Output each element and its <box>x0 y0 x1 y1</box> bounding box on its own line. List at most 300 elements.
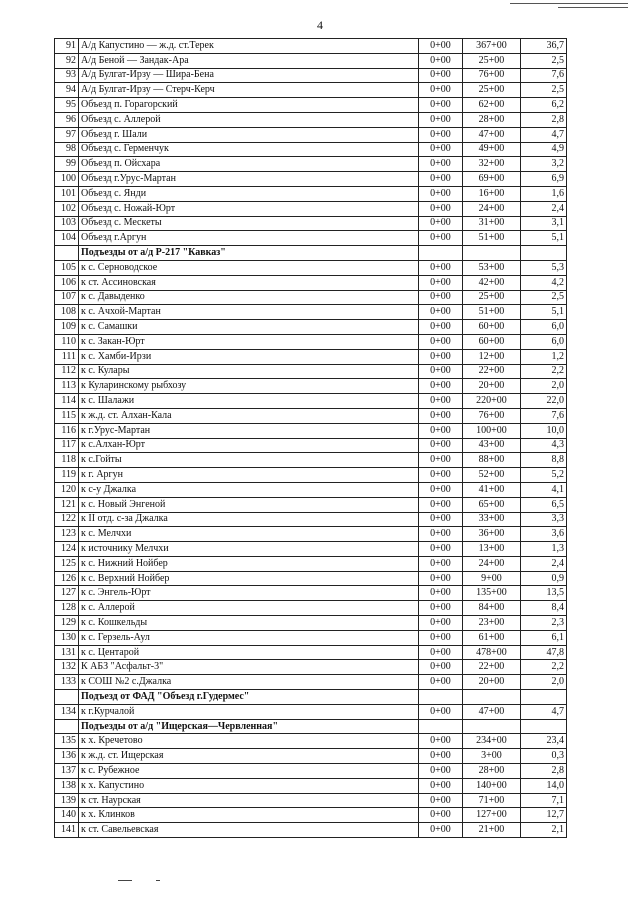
road-name: к источнику Мелчхи <box>79 542 419 557</box>
table-row <box>55 438 567 453</box>
table-row <box>55 275 567 290</box>
start-km: 0+00 <box>419 157 463 172</box>
road-name: Объезд с. Мескеты <box>79 216 419 231</box>
road-name: к ж.д. ст. Алхан-Кала <box>79 408 419 423</box>
section-header-row <box>55 719 567 734</box>
table-row <box>55 630 567 645</box>
start-km: 0+00 <box>419 349 463 364</box>
start-km: 0+00 <box>419 98 463 113</box>
road-length <box>521 246 567 261</box>
road-name: А/д Капустино — ж.д. ст.Терек <box>79 39 419 54</box>
row-number: 109 <box>55 320 79 335</box>
end-km: 20+00 <box>463 379 521 394</box>
row-number: 133 <box>55 675 79 690</box>
road-length: 2,2 <box>521 364 567 379</box>
road-name: к с. Герзель-Аул <box>79 630 419 645</box>
row-number: 134 <box>55 704 79 719</box>
start-km: 0+00 <box>419 542 463 557</box>
road-length: 4,9 <box>521 142 567 157</box>
end-km: 100+00 <box>463 423 521 438</box>
road-length: 4,3 <box>521 438 567 453</box>
start-km: 0+00 <box>419 808 463 823</box>
end-km: 478+00 <box>463 645 521 660</box>
start-km: 0+00 <box>419 394 463 409</box>
table-row <box>55 823 567 838</box>
start-km: 0+00 <box>419 112 463 127</box>
road-name: к с.Гойты <box>79 453 419 468</box>
end-km: 52+00 <box>463 468 521 483</box>
table-row <box>55 379 567 394</box>
end-km: 53+00 <box>463 260 521 275</box>
row-number: 111 <box>55 349 79 364</box>
road-name: Объезд п. Ойсхара <box>79 157 419 172</box>
start-km: 0+00 <box>419 231 463 246</box>
footer-mark <box>118 880 132 881</box>
end-km: 43+00 <box>463 438 521 453</box>
road-name: А/д Булгат-Ирзу — Шира-Бена <box>79 68 419 83</box>
table-row <box>55 290 567 305</box>
header-rule-marks <box>510 3 628 11</box>
table-row <box>55 186 567 201</box>
section-header-row <box>55 246 567 261</box>
row-number: 129 <box>55 616 79 631</box>
end-km: 69+00 <box>463 172 521 187</box>
start-km: 0+00 <box>419 453 463 468</box>
table-row <box>55 764 567 779</box>
row-number: 131 <box>55 645 79 660</box>
row-number: 138 <box>55 778 79 793</box>
row-number: 91 <box>55 39 79 54</box>
end-km: 9+00 <box>463 571 521 586</box>
start-km: 0+00 <box>419 675 463 690</box>
road-name: к с-у Джалка <box>79 482 419 497</box>
end-km <box>463 719 521 734</box>
road-length: 3,2 <box>521 157 567 172</box>
road-name: к с. Новый Энгеной <box>79 497 419 512</box>
row-number: 116 <box>55 423 79 438</box>
row-number: 108 <box>55 305 79 320</box>
table-row <box>55 334 567 349</box>
start-km: 0+00 <box>419 778 463 793</box>
end-km: 47+00 <box>463 127 521 142</box>
row-number: 96 <box>55 112 79 127</box>
end-km: 28+00 <box>463 112 521 127</box>
start-km: 0+00 <box>419 734 463 749</box>
end-km: 3+00 <box>463 749 521 764</box>
road-length: 2,5 <box>521 290 567 305</box>
road-name: А/д Булгат-Ирзу — Стерч-Керч <box>79 83 419 98</box>
start-km: 0+00 <box>419 186 463 201</box>
road-name: к г.Урус-Мартан <box>79 423 419 438</box>
road-length: 23,4 <box>521 734 567 749</box>
road-name: к с. Энгель-Юрт <box>79 586 419 601</box>
road-length: 2,5 <box>521 83 567 98</box>
end-km: 84+00 <box>463 601 521 616</box>
end-km: 65+00 <box>463 497 521 512</box>
end-km: 60+00 <box>463 320 521 335</box>
table-row <box>55 704 567 719</box>
start-km: 0+00 <box>419 823 463 838</box>
end-km: 24+00 <box>463 201 521 216</box>
road-name: К АБЗ "Асфальт-3" <box>79 660 419 675</box>
road-length: 6,5 <box>521 497 567 512</box>
start-km: 0+00 <box>419 290 463 305</box>
row-number: 132 <box>55 660 79 675</box>
start-km: 0+00 <box>419 39 463 54</box>
road-name: к Куларинскому рыбхозу <box>79 379 419 394</box>
section-header-row <box>55 690 567 705</box>
table-row <box>55 305 567 320</box>
end-km: 41+00 <box>463 482 521 497</box>
road-length: 7,1 <box>521 793 567 808</box>
table-row <box>55 453 567 468</box>
row-number: 141 <box>55 823 79 838</box>
row-number: 123 <box>55 527 79 542</box>
start-km: 0+00 <box>419 764 463 779</box>
row-number: 139 <box>55 793 79 808</box>
table-row <box>55 201 567 216</box>
end-km: 25+00 <box>463 53 521 68</box>
table-row <box>55 601 567 616</box>
road-length: 1,3 <box>521 542 567 557</box>
row-number: 114 <box>55 394 79 409</box>
row-number: 130 <box>55 630 79 645</box>
row-number: 100 <box>55 172 79 187</box>
table-row <box>55 556 567 571</box>
road-length: 8,4 <box>521 601 567 616</box>
row-number: 106 <box>55 275 79 290</box>
start-km: 0+00 <box>419 616 463 631</box>
road-length: 6,9 <box>521 172 567 187</box>
table-row <box>55 98 567 113</box>
row-number: 120 <box>55 482 79 497</box>
end-km: 49+00 <box>463 142 521 157</box>
start-km: 0+00 <box>419 482 463 497</box>
table-row <box>55 320 567 335</box>
row-number: 95 <box>55 98 79 113</box>
footer-mark <box>156 880 160 881</box>
start-km: 0+00 <box>419 260 463 275</box>
start-km: 0+00 <box>419 364 463 379</box>
road-name: Объезд с. Ножай-Юрт <box>79 201 419 216</box>
start-km: 0+00 <box>419 68 463 83</box>
road-length: 8,8 <box>521 453 567 468</box>
table-row <box>55 112 567 127</box>
end-km: 25+00 <box>463 83 521 98</box>
end-km: 24+00 <box>463 556 521 571</box>
table-row <box>55 482 567 497</box>
road-name: к с. Кошкельды <box>79 616 419 631</box>
row-number: 119 <box>55 468 79 483</box>
row-number: 117 <box>55 438 79 453</box>
row-number: 118 <box>55 453 79 468</box>
road-name: Подъезды от а/д "Ищерская—Червленная" <box>79 719 419 734</box>
road-length: 6,1 <box>521 630 567 645</box>
end-km: 135+00 <box>463 586 521 601</box>
row-number <box>55 246 79 261</box>
road-name: к ст. Ассиновская <box>79 275 419 290</box>
end-km: 127+00 <box>463 808 521 823</box>
row-number: 94 <box>55 83 79 98</box>
row-number: 137 <box>55 764 79 779</box>
table-row <box>55 616 567 631</box>
row-number <box>55 719 79 734</box>
row-number: 122 <box>55 512 79 527</box>
row-number: 107 <box>55 290 79 305</box>
row-number: 135 <box>55 734 79 749</box>
table-row <box>55 349 567 364</box>
road-name: к х. Капустино <box>79 778 419 793</box>
start-km: 0+00 <box>419 53 463 68</box>
row-number: 98 <box>55 142 79 157</box>
road-name: к СОШ №2 с.Джалка <box>79 675 419 690</box>
road-name: Объезд г.Урус-Мартан <box>79 172 419 187</box>
road-length: 2,4 <box>521 201 567 216</box>
table-row <box>55 364 567 379</box>
table-row <box>55 53 567 68</box>
row-number: 93 <box>55 68 79 83</box>
road-length: 0,3 <box>521 749 567 764</box>
road-length: 4,7 <box>521 704 567 719</box>
table-row <box>55 408 567 423</box>
road-length: 2,2 <box>521 660 567 675</box>
end-km: 51+00 <box>463 305 521 320</box>
start-km: 0+00 <box>419 586 463 601</box>
end-km: 13+00 <box>463 542 521 557</box>
road-name: к с. Самашки <box>79 320 419 335</box>
page-number: 4 <box>317 18 323 32</box>
road-name: Объезд г.Аргун <box>79 231 419 246</box>
road-name: к г.Курчалой <box>79 704 419 719</box>
start-km: 0+00 <box>419 793 463 808</box>
road-name: к ж.д. ст. Ищерская <box>79 749 419 764</box>
road-name: к с. Кулары <box>79 364 419 379</box>
start-km: 0+00 <box>419 527 463 542</box>
table-row <box>55 808 567 823</box>
end-km: 32+00 <box>463 157 521 172</box>
row-number: 103 <box>55 216 79 231</box>
start-km: 0+00 <box>419 275 463 290</box>
start-km: 0+00 <box>419 201 463 216</box>
road-length: 4,2 <box>521 275 567 290</box>
road-name: к с. Серноводское <box>79 260 419 275</box>
end-km: 51+00 <box>463 231 521 246</box>
road-length: 13,5 <box>521 586 567 601</box>
end-km: 61+00 <box>463 630 521 645</box>
road-name: к с. Давыденко <box>79 290 419 305</box>
road-name: к с.Алхан-Юрт <box>79 438 419 453</box>
road-length: 5,2 <box>521 468 567 483</box>
start-km <box>419 690 463 705</box>
road-length <box>521 690 567 705</box>
end-km: 36+00 <box>463 527 521 542</box>
road-length: 14,0 <box>521 778 567 793</box>
table-row <box>55 675 567 690</box>
end-km: 12+00 <box>463 349 521 364</box>
road-name: к с. Центарой <box>79 645 419 660</box>
start-km: 0+00 <box>419 305 463 320</box>
road-name: к х. Клинков <box>79 808 419 823</box>
end-km <box>463 246 521 261</box>
road-name: к с. Верхний Нойбер <box>79 571 419 586</box>
row-number <box>55 690 79 705</box>
start-km: 0+00 <box>419 660 463 675</box>
table-row <box>55 39 567 54</box>
end-km: 71+00 <box>463 793 521 808</box>
road-length: 6,2 <box>521 98 567 113</box>
row-number: 105 <box>55 260 79 275</box>
table-row <box>55 142 567 157</box>
road-name: А/д Беной — Зандак-Ара <box>79 53 419 68</box>
road-length: 2,1 <box>521 823 567 838</box>
table-row <box>55 542 567 557</box>
row-number: 97 <box>55 127 79 142</box>
start-km: 0+00 <box>419 468 463 483</box>
table-row <box>55 527 567 542</box>
road-name: к х. Кречетово <box>79 734 419 749</box>
start-km: 0+00 <box>419 334 463 349</box>
road-name: к с. Закан-Юрт <box>79 334 419 349</box>
end-km: 76+00 <box>463 408 521 423</box>
end-km: 234+00 <box>463 734 521 749</box>
end-km <box>463 690 521 705</box>
row-number: 101 <box>55 186 79 201</box>
road-length: 2,4 <box>521 556 567 571</box>
row-number: 104 <box>55 231 79 246</box>
road-name: Объезд г. Шали <box>79 127 419 142</box>
road-length: 2,8 <box>521 112 567 127</box>
start-km: 0+00 <box>419 438 463 453</box>
table-row <box>55 571 567 586</box>
row-number: 112 <box>55 364 79 379</box>
start-km: 0+00 <box>419 571 463 586</box>
table-row <box>55 793 567 808</box>
road-length: 5,1 <box>521 231 567 246</box>
start-km <box>419 719 463 734</box>
start-km: 0+00 <box>419 127 463 142</box>
end-km: 20+00 <box>463 675 521 690</box>
end-km: 220+00 <box>463 394 521 409</box>
start-km: 0+00 <box>419 749 463 764</box>
table-row <box>55 394 567 409</box>
road-name: Подъезды от а/д Р-217 "Кавказ" <box>79 246 419 261</box>
road-length: 47,8 <box>521 645 567 660</box>
start-km: 0+00 <box>419 512 463 527</box>
road-length: 0,9 <box>521 571 567 586</box>
road-name: к с. Аллерой <box>79 601 419 616</box>
road-name: к с. Мелчхи <box>79 527 419 542</box>
table-row <box>55 157 567 172</box>
road-name: к ст. Наурская <box>79 793 419 808</box>
row-number: 121 <box>55 497 79 512</box>
end-km: 22+00 <box>463 364 521 379</box>
end-km: 16+00 <box>463 186 521 201</box>
road-length: 3,3 <box>521 512 567 527</box>
road-length: 4,7 <box>521 127 567 142</box>
table-row <box>55 83 567 98</box>
row-number: 110 <box>55 334 79 349</box>
road-length: 2,0 <box>521 379 567 394</box>
end-km: 76+00 <box>463 68 521 83</box>
road-length: 22,0 <box>521 394 567 409</box>
road-length: 12,7 <box>521 808 567 823</box>
end-km: 60+00 <box>463 334 521 349</box>
end-km: 25+00 <box>463 290 521 305</box>
end-km: 140+00 <box>463 778 521 793</box>
start-km: 0+00 <box>419 423 463 438</box>
road-name: Объезд с. Герменчук <box>79 142 419 157</box>
start-km: 0+00 <box>419 556 463 571</box>
start-km: 0+00 <box>419 142 463 157</box>
table-row <box>55 497 567 512</box>
road-length: 1,2 <box>521 349 567 364</box>
road-length: 4,1 <box>521 482 567 497</box>
end-km: 62+00 <box>463 98 521 113</box>
row-number: 115 <box>55 408 79 423</box>
table-row <box>55 231 567 246</box>
table-row <box>55 660 567 675</box>
row-number: 113 <box>55 379 79 394</box>
row-number: 126 <box>55 571 79 586</box>
start-km: 0+00 <box>419 379 463 394</box>
table-row <box>55 512 567 527</box>
road-length: 3,6 <box>521 527 567 542</box>
start-km: 0+00 <box>419 172 463 187</box>
road-name: к с. Шалажи <box>79 394 419 409</box>
start-km: 0+00 <box>419 320 463 335</box>
road-name: к с. Рубежное <box>79 764 419 779</box>
start-km: 0+00 <box>419 704 463 719</box>
row-number: 92 <box>55 53 79 68</box>
table-row <box>55 127 567 142</box>
table-row <box>55 260 567 275</box>
road-length: 3,1 <box>521 216 567 231</box>
end-km: 23+00 <box>463 616 521 631</box>
road-length: 5,3 <box>521 260 567 275</box>
road-name: к с. Ачхой-Мартан <box>79 305 419 320</box>
row-number: 102 <box>55 201 79 216</box>
roads-table <box>54 38 567 838</box>
end-km: 33+00 <box>463 512 521 527</box>
end-km: 42+00 <box>463 275 521 290</box>
table-row <box>55 586 567 601</box>
start-km <box>419 246 463 261</box>
road-length: 1,6 <box>521 186 567 201</box>
road-length: 6,0 <box>521 334 567 349</box>
road-name: к с. Нижний Нойбер <box>79 556 419 571</box>
row-number: 99 <box>55 157 79 172</box>
road-length: 6,0 <box>521 320 567 335</box>
table-row <box>55 423 567 438</box>
road-name: Подъезд от ФАД "Объезд г.Гудермес" <box>79 690 419 705</box>
end-km: 28+00 <box>463 764 521 779</box>
road-length: 10,0 <box>521 423 567 438</box>
road-length: 2,8 <box>521 764 567 779</box>
table-row <box>55 749 567 764</box>
row-number: 127 <box>55 586 79 601</box>
road-name: к с. Хамби-Ирзи <box>79 349 419 364</box>
road-name: Объезд с. Янди <box>79 186 419 201</box>
road-name: Объезд п. Горагорский <box>79 98 419 113</box>
roads-table-body <box>55 39 567 838</box>
table-row <box>55 468 567 483</box>
start-km: 0+00 <box>419 630 463 645</box>
row-number: 128 <box>55 601 79 616</box>
start-km: 0+00 <box>419 645 463 660</box>
road-length: 7,6 <box>521 68 567 83</box>
start-km: 0+00 <box>419 83 463 98</box>
road-length: 36,7 <box>521 39 567 54</box>
